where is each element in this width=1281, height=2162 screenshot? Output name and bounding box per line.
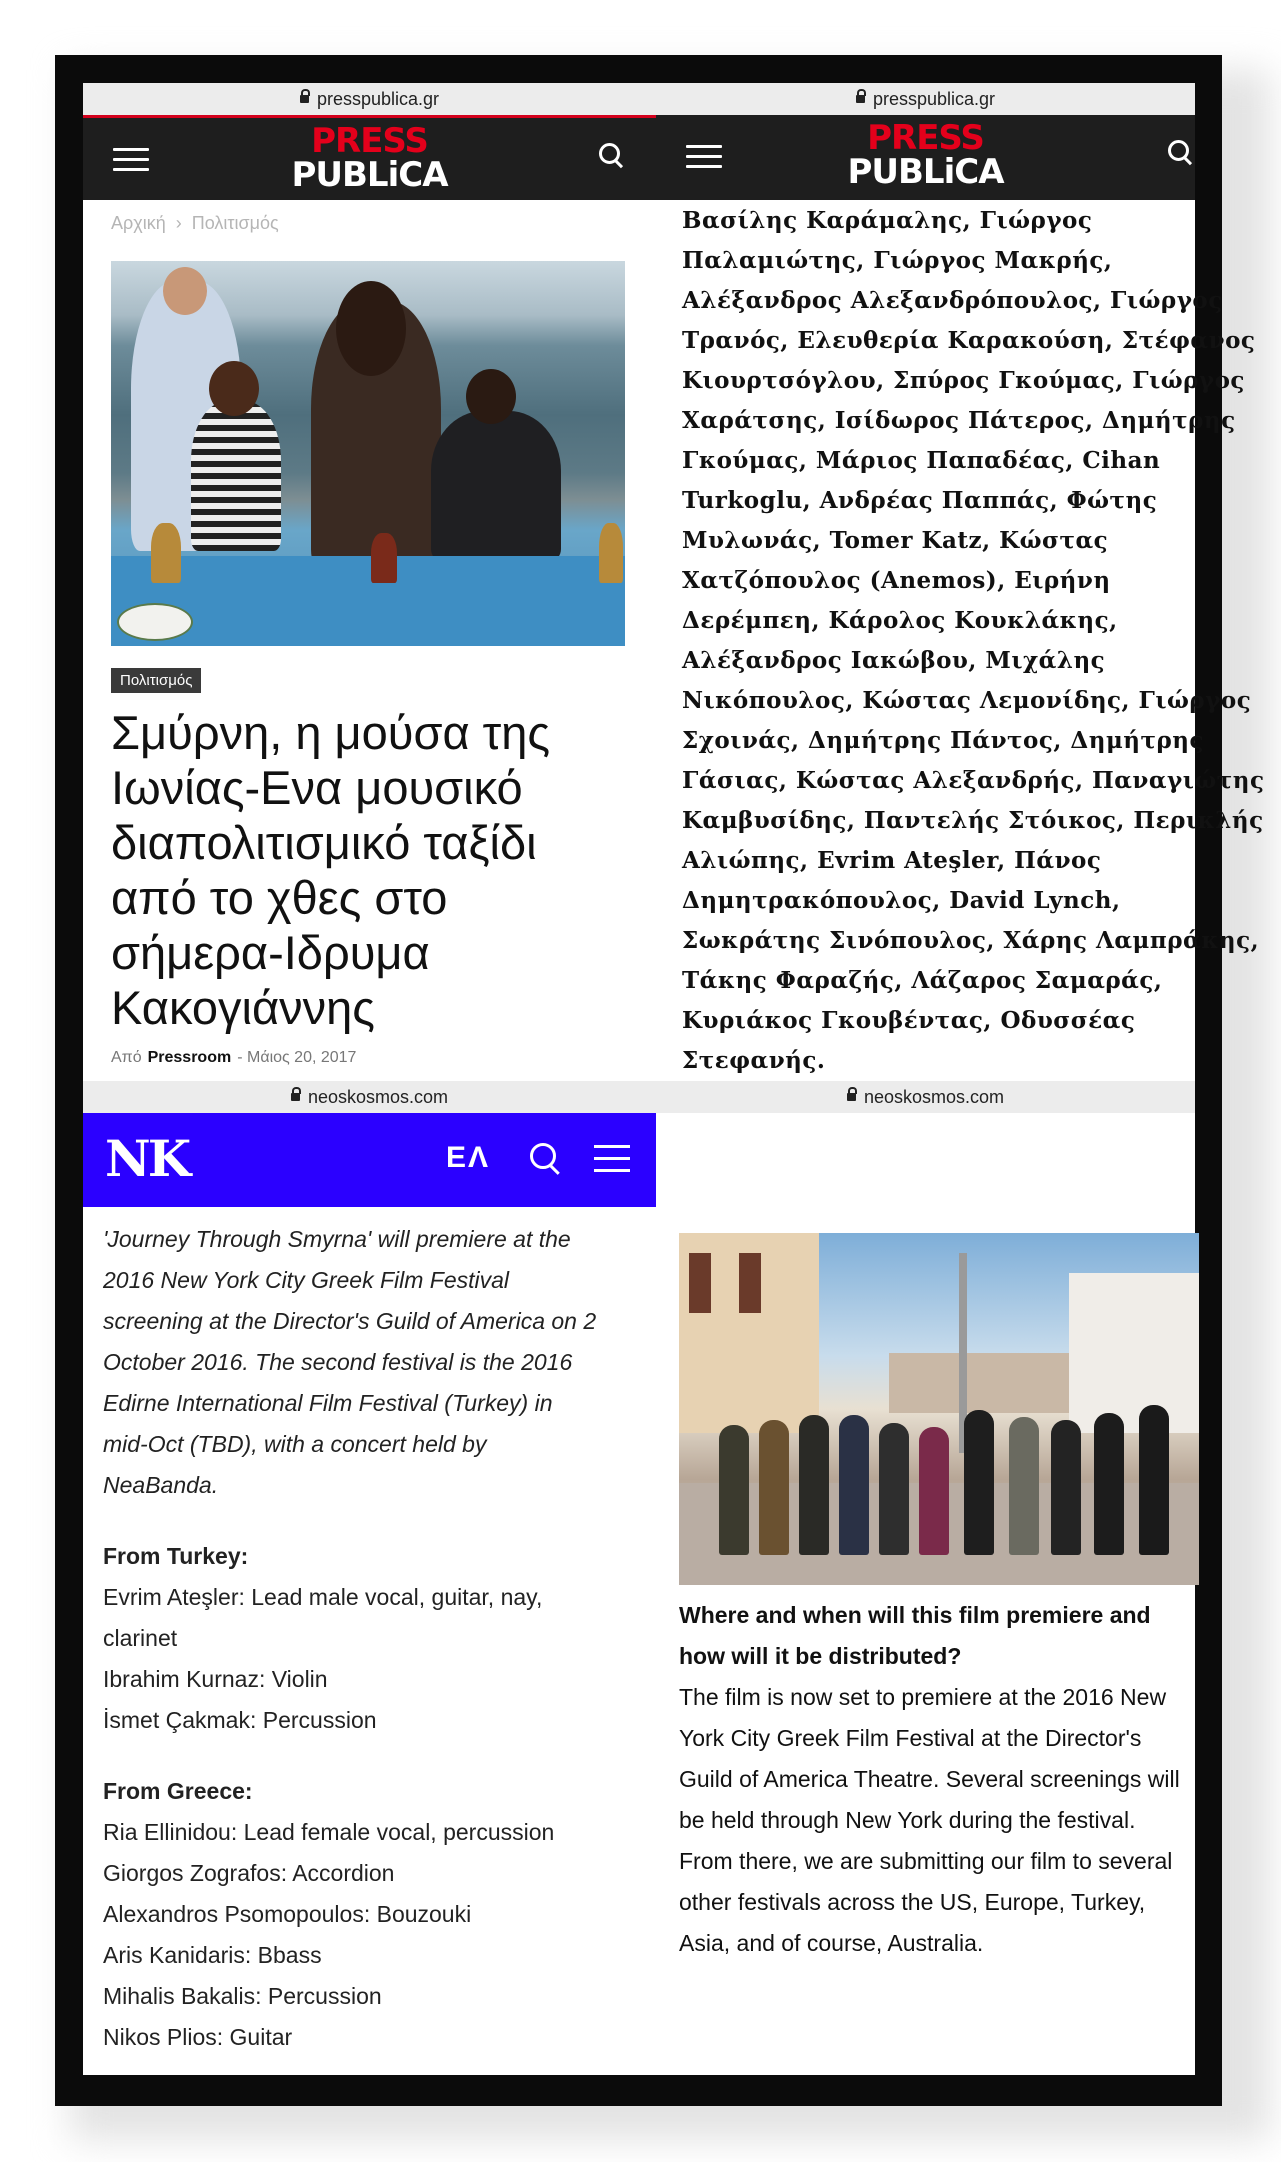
article-body bbox=[103, 1219, 643, 2058]
domain-label: neoskosmos.com bbox=[863, 1087, 1005, 1107]
breadcrumb bbox=[111, 213, 279, 234]
intro-line: Edirne International Film Festival (Turkey) in bbox=[103, 1390, 553, 1416]
language-switch[interactable]: ΕΛ bbox=[446, 1141, 491, 1174]
menu-icon[interactable] bbox=[594, 1145, 630, 1181]
breadcrumb-separator: › bbox=[175, 213, 182, 233]
breadcrumb-home[interactable]: Αρχική bbox=[111, 213, 166, 233]
intro-line: screening at the Director's Guild of America on 2 bbox=[103, 1308, 597, 1334]
domain-label: neoskosmos.com bbox=[307, 1087, 449, 1107]
answer-line: The film is now set to premiere at the 2016 New bbox=[679, 1684, 1167, 1710]
credits-line: Γάσιας, Κώστας Αλεξανδρής, Παναγιώτης bbox=[682, 767, 1265, 794]
credits-line: Βασίλης Καράμαλης, Γιώργος bbox=[682, 207, 1093, 234]
lineup-line: Nikos Plios: Guitar bbox=[103, 2024, 293, 2050]
presspublica-logo[interactable]: PRESS PUBLiCA bbox=[847, 118, 1004, 192]
credits-line: Χατζόπουλος (Anemos), Ειρήνη bbox=[682, 567, 1111, 594]
credits-line: Τρανός, Ελευθερία Καρακούση, Στέφανος bbox=[682, 327, 1256, 354]
intro-line: 'Journey Through Smyrna' will premiere at the bbox=[103, 1226, 571, 1252]
site-header bbox=[656, 115, 1195, 200]
publish-date: Μάιος 20, 2017 bbox=[246, 1049, 357, 1066]
credits-line: Τάκης Φαραζής, Λάζαρος Σαμαράς, bbox=[682, 967, 1163, 994]
lineup-line: Giorgos Zografos: Accordion bbox=[103, 1860, 395, 1886]
answer-line: From there, we are submitting our film to several bbox=[679, 1848, 1173, 1874]
neoskosmos-pane-qa bbox=[656, 1081, 1195, 2075]
answer-line: Guild of America Theatre. Several screenings will bbox=[679, 1766, 1180, 1792]
presspublica-pane-credits bbox=[656, 83, 1265, 1081]
turkey-lineup bbox=[103, 1577, 643, 1741]
neoskosmos-logo[interactable]: NK bbox=[105, 1129, 189, 1188]
lineup-line: Aris Kanidaris: Bbass bbox=[103, 1942, 322, 1968]
answer-line: York City Greek Film Festival at the Director's bbox=[679, 1725, 1142, 1751]
byline bbox=[111, 1049, 356, 1067]
presspublica-logo[interactable]: PRESS PUBLiCA bbox=[291, 121, 448, 195]
credits-line: Δημητρακόπουλος, David Lynch, bbox=[682, 887, 1121, 914]
address-bar[interactable] bbox=[83, 1081, 656, 1113]
lock-icon bbox=[291, 1093, 300, 1101]
category-badge[interactable]: Πολιτισμός bbox=[111, 668, 201, 693]
intro-line: NeaBanda. bbox=[103, 1472, 219, 1498]
question-heading bbox=[679, 1595, 1189, 1677]
answer-line: other festivals across the US, Europe, Turkey, bbox=[679, 1889, 1146, 1915]
credits-line: Αλέξανδρος Ιακώβου, Μιχάλης bbox=[682, 647, 1106, 674]
address-bar[interactable] bbox=[83, 83, 656, 115]
lineup-line: Ria Ellinidou: Lead female vocal, percussion bbox=[103, 1819, 555, 1845]
greece-heading: From Greece: bbox=[103, 1778, 253, 1804]
band-photo bbox=[679, 1233, 1199, 1585]
address-bar[interactable] bbox=[656, 1081, 1195, 1113]
site-header bbox=[83, 1113, 656, 1207]
answer-paragraph bbox=[679, 1677, 1189, 1964]
intro-line: mid-Oct (TBD), with a concert held by bbox=[103, 1431, 487, 1457]
credits-line: Στεφανής. bbox=[682, 1047, 826, 1074]
credits-line: Παλαμιώτης, Γιώργος Μακρής, bbox=[682, 247, 1113, 274]
credits-line: Νικόπουλος, Κώστας Λεμονίδης, Γιώργος bbox=[682, 687, 1252, 714]
lock-icon bbox=[300, 95, 309, 103]
intro-line: October 2016. The second festival is the 2016 bbox=[103, 1349, 573, 1375]
credits-line: Αλέξανδρος Αλεξανδρόπουλος, Γιώργος bbox=[682, 287, 1223, 314]
turkey-heading: From Turkey: bbox=[103, 1543, 249, 1569]
question-line: how will it be distributed? bbox=[679, 1643, 962, 1669]
qa-section bbox=[679, 1595, 1189, 1964]
search-icon[interactable] bbox=[530, 1143, 560, 1173]
credits-line: Σχοινάς, Δημήτρης Πάντος, Δημήτρης bbox=[682, 727, 1205, 754]
lineup-line: Evrim Ateşler: Lead male vocal, guitar, nay, bbox=[103, 1584, 543, 1610]
festival-logo-icon bbox=[117, 603, 193, 641]
search-icon[interactable] bbox=[1168, 140, 1190, 162]
breadcrumb-section[interactable]: Πολιτισμός bbox=[191, 213, 279, 233]
answer-line: be held through New York during the festival. bbox=[679, 1807, 1136, 1833]
lineup-line: Mihalis Bakalis: Percussion bbox=[103, 1983, 382, 2009]
credits-line: Γκούμας, Μάριος Παπαδέας, Cihan bbox=[682, 447, 1161, 474]
answer-line: Asia, and of course, Australia. bbox=[679, 1930, 984, 1956]
lineup-line: İsmet Çakmak: Percussion bbox=[103, 1707, 377, 1733]
credits-line: Καμβυσίδης, Παντελής Στόικος, Περικλής bbox=[682, 807, 1264, 834]
lock-icon bbox=[856, 95, 865, 103]
credits-line: Turkoglu, Ανδρέας Παππάς, Φώτης bbox=[682, 487, 1158, 514]
credits-line: Κυριάκος Γκουβέντας, Οδυσσέας bbox=[682, 1007, 1136, 1034]
greece-lineup bbox=[103, 1812, 643, 2058]
credits-line: Χαράτσης, Ισίδωρος Πάτερος, Δημήτρης bbox=[682, 407, 1236, 434]
lineup-line: Ibrahim Kurnaz: Violin bbox=[103, 1666, 328, 1692]
credits-line: Δερέμπεη, Κάρολος Κουκλάκης, bbox=[682, 607, 1118, 634]
article-hero-image bbox=[111, 261, 625, 646]
credits-line: Μυλωνάς, Tomer Katz, Κώστας bbox=[682, 527, 1109, 554]
presspublica-pane-article bbox=[83, 83, 656, 1081]
question-line: Where and when will this film premiere and bbox=[679, 1602, 1151, 1628]
credits-text bbox=[682, 201, 1265, 1081]
domain-label: presspublica.gr bbox=[872, 89, 996, 109]
credits-line: Σωκράτης Σινόπουλος, Χάρης Λαμπράκης, bbox=[682, 927, 1260, 954]
lineup-line: Alexandros Psomopoulos: Bouzouki bbox=[103, 1901, 472, 1927]
author-link[interactable]: Pressroom bbox=[147, 1049, 232, 1066]
address-bar[interactable] bbox=[656, 83, 1195, 115]
neoskosmos-pane-lineup bbox=[83, 1081, 656, 2075]
site-header bbox=[83, 118, 656, 200]
article-title: Σμύρνη, η μούσα της Ιωνίας-Ενα μουσικό διαπολιτισμικό ταξίδι από το χθες στο σήμερα-Ιδρυμα Κακογιάννης bbox=[111, 706, 551, 1034]
byline-separator: - bbox=[237, 1049, 243, 1066]
lineup-line: clarinet bbox=[103, 1625, 178, 1651]
domain-label: presspublica.gr bbox=[316, 89, 440, 109]
credits-line: Αλιώπης, Evrim Ateşler, Πάνος bbox=[682, 847, 1102, 874]
byline-prefix: Από bbox=[111, 1049, 142, 1066]
credits-line: Κιουρτσόγλου, Σπύρος Γκούμας, Γιώργος bbox=[682, 367, 1245, 394]
screen bbox=[83, 83, 1265, 2075]
intro-paragraph bbox=[103, 1219, 643, 1506]
search-icon[interactable] bbox=[599, 143, 621, 165]
intro-line: 2016 New York City Greek Film Festival bbox=[103, 1267, 510, 1293]
lock-icon bbox=[847, 1093, 856, 1101]
